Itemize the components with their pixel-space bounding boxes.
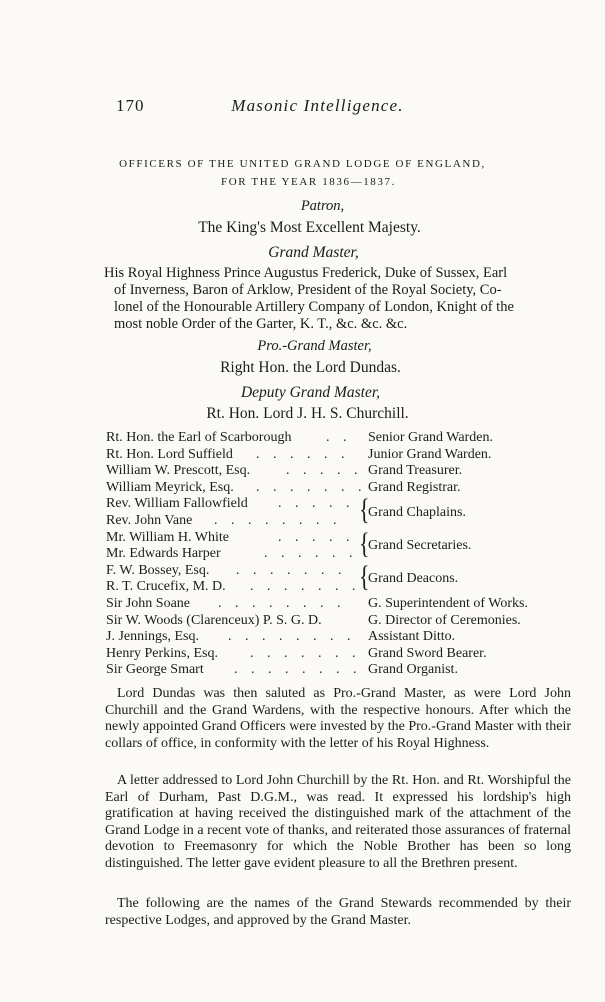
paragraph-1 xyxy=(105,686,571,752)
officer-office: Grand Organist. xyxy=(368,662,458,678)
leader-dots: . . . . . xyxy=(278,496,355,512)
leader-dots: . . . . . . . . xyxy=(214,512,342,528)
officer-name: F. W. Bossey, Esq. xyxy=(106,562,210,578)
officer-office: Junior Grand Warden. xyxy=(368,446,492,462)
officer-name: William W. Prescott, Esq. xyxy=(106,463,251,479)
leader-dots: . . xyxy=(326,430,352,445)
leader-dots: . . . . . . . . xyxy=(234,662,362,678)
officer-name: Rt. Hon. the Earl of Scarborough xyxy=(106,430,292,445)
grand-master-line: most noble Order of the Garter, K. T., &c. &c. &c. xyxy=(114,316,408,332)
heading-line-1: OFFICERS OF THE UNITED GRAND LODGE OF ENGLAND, xyxy=(119,158,486,170)
officer-office: Grand Sword Bearer. xyxy=(368,645,487,661)
officer-office: Grand Registrar. xyxy=(368,479,461,495)
leader-dots: . . . . . . . . xyxy=(218,595,346,611)
paragraph-2 xyxy=(105,773,571,873)
leader-dots: . . . . . xyxy=(286,463,363,479)
officer-name: Rt. Hon. Lord Suffield xyxy=(106,446,233,462)
officer-office: Grand Secretaries. xyxy=(368,538,472,554)
grand-master-line: His Royal Highness Prince Augustus Frederick, Duke of Sussex, Earl xyxy=(104,265,508,281)
pro-grand-master-title: Pro.-Grand Master, xyxy=(257,338,372,354)
officer-row xyxy=(106,480,576,497)
grand-master-line: lonel of the Honourable Artillery Company of London, Knight of the xyxy=(114,299,514,315)
deputy-grand-master-name: Rt. Hon. Lord J. H. S. Churchill. xyxy=(206,405,409,422)
running-title: Masonic Intelligence. xyxy=(231,96,404,115)
officer-row xyxy=(106,629,576,646)
leader-dots: . . . . . . . xyxy=(250,645,361,661)
leader-dots: . . . . . . . xyxy=(250,579,361,595)
deputy-grand-master-title: Deputy Grand Master, xyxy=(240,384,381,401)
officer-name: R. T. Crucefix, M. D. xyxy=(106,579,226,595)
officer-row xyxy=(106,430,576,447)
officer-office: Grand Deacons. xyxy=(368,571,459,587)
officer-office: Senior Grand Warden. xyxy=(368,430,493,445)
brace-secretaries: { xyxy=(359,525,370,560)
heading-line-2: FOR THE YEAR 1836—1837. xyxy=(221,176,396,188)
officer-name: Sir W. Woods (Clarenceux) P. S. G. D. xyxy=(106,612,322,628)
officer-name: Rev. John Vane xyxy=(106,512,193,528)
officer-row xyxy=(106,563,576,580)
officer-row xyxy=(106,447,576,464)
officer-office: G. Director of Ceremonies. xyxy=(368,612,521,628)
officer-office: G. Superintendent of Works. xyxy=(368,595,528,611)
officer-row xyxy=(106,538,576,563)
brace-chaplains: { xyxy=(359,491,370,526)
grand-master-line: of Inverness, Baron of Arklow, President of the Royal Society, Co- xyxy=(114,282,502,298)
officer-name: Rev. William Fallowfield xyxy=(106,496,248,512)
officer-row xyxy=(106,571,576,596)
paragraph-3 xyxy=(105,896,571,929)
paragraph-text: The following are the names of the Grand Stewards recommended by their respective Lodges, and approved by the Grand Master. xyxy=(105,896,571,928)
leader-dots: . . . . . . . xyxy=(236,562,347,578)
officer-name: Mr. Edwards Harper xyxy=(106,546,221,562)
paragraph-text: A letter addressed to Lord John Churchill by the Rt. Hon. and Rt. Worshipful the Earl of Durham, Past D.G.M., was read. It expressed his lordship's high gratification at having received the distinguished mark of the attachment of the Grand Lodge in a recent vote of thanks, and reiterated those assurances of fraternal devotion to Freemasonry for which the Noble Brother has been so long distinguished. The letter gave evident pleasure to all the Brethren present. xyxy=(105,773,571,871)
brace-deacons: { xyxy=(359,558,370,593)
patron-title: Patron, xyxy=(300,198,345,214)
leader-dots: . . . . . xyxy=(278,529,355,545)
officer-row xyxy=(106,596,576,613)
leader-dots: . . . . . . . xyxy=(256,479,367,495)
pro-grand-master-name: Right Hon. the Lord Dundas. xyxy=(220,359,401,376)
officer-office: Grand Treasurer. xyxy=(368,463,463,479)
officer-office: Assistant Ditto. xyxy=(368,629,456,645)
officer-name: Mr. William H. White xyxy=(106,529,229,545)
officer-name: Sir John Soane xyxy=(106,595,190,611)
officer-row xyxy=(106,613,576,630)
officer-name: Sir George Smart xyxy=(106,662,204,678)
officer-row xyxy=(106,496,576,513)
leader-dots: . . . . . . xyxy=(264,546,358,562)
paragraph-text: Lord Dundas was then saluted as Pro.-Grand Master, as were Lord John Churchill and the Grand Wardens, with the respective honours. After which the newly appointed Grand Officers were invested by the Pro.-Grand Master with their collars of office, in conformity with the letter of his Royal Highness. xyxy=(105,686,571,751)
leader-dots: . . . . . . . . xyxy=(228,629,356,645)
officer-row xyxy=(106,662,576,679)
patron-name: The King's Most Excellent Majesty. xyxy=(198,219,421,236)
page-number: 170 xyxy=(116,96,145,115)
officer-office: Grand Chaplains. xyxy=(368,504,466,520)
officer-row xyxy=(106,530,576,547)
officers-list xyxy=(106,430,576,679)
officer-name: Henry Perkins, Esq. xyxy=(106,645,218,661)
officer-name: William Meyrick, Esq. xyxy=(106,479,234,495)
officer-name: J. Jennings, Esq. xyxy=(106,629,199,645)
grand-master-title: Grand Master, xyxy=(268,244,359,261)
officer-row xyxy=(106,646,576,663)
grand-master-description xyxy=(104,265,584,333)
officer-row xyxy=(106,463,576,480)
leader-dots: . . . . . . xyxy=(256,446,350,462)
